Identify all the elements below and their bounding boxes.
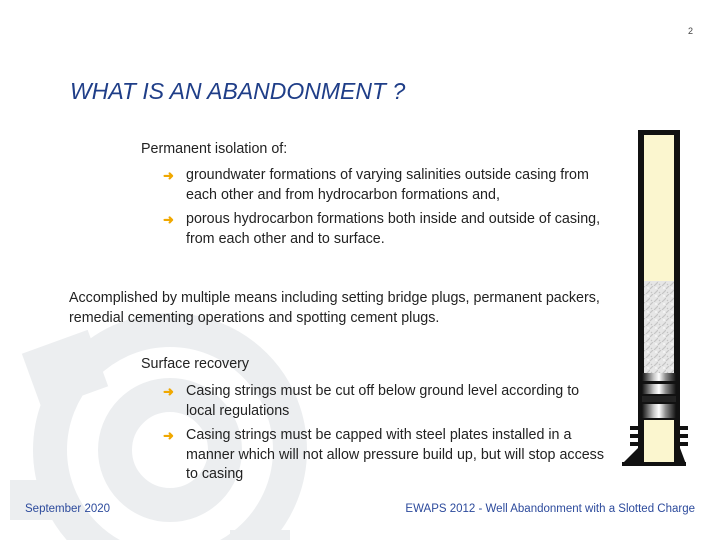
isolation-heading: Permanent isolation of: xyxy=(141,141,288,157)
footer-caption: EWAPS 2012 - Well Abandonment with a Slotted Charge xyxy=(405,503,695,515)
accomplished-paragraph: Accomplished by multiple means including setting bridge plugs, permanent packers, remedial cementing operations and spotting cement plugs. xyxy=(69,290,600,326)
casing-fluid-upper xyxy=(644,135,674,281)
arrow-right-icon: ➜ xyxy=(163,212,174,227)
list-item xyxy=(141,382,611,421)
casing-fluid-lower xyxy=(644,420,674,462)
packer-ring xyxy=(642,396,676,402)
arrow-right-icon: ➜ xyxy=(163,168,174,183)
bullet-text: porous hydrocarbon formations both inside and outside of casing, from each other and to surface. xyxy=(186,211,601,247)
packer-ring xyxy=(642,373,676,381)
well-casing-diagram xyxy=(618,126,690,472)
packer-ring xyxy=(642,404,676,418)
isolation-bullet-list xyxy=(141,166,611,254)
cement-plug xyxy=(644,281,674,373)
packer-ring xyxy=(642,384,676,394)
list-item xyxy=(141,166,611,205)
list-item xyxy=(141,210,611,249)
page-number: 2 xyxy=(687,26,693,36)
bullet-text: groundwater formations of varying salinities outside casing from each other and from hydrocarbon formations and, xyxy=(186,167,589,203)
slide-title: WHAT IS AN ABANDONMENT ? xyxy=(70,78,406,104)
arrow-right-icon: ➜ xyxy=(163,428,174,443)
list-item xyxy=(141,426,611,485)
footer-date: September 2020 xyxy=(25,503,111,515)
bullet-text: Casing strings must be cut off below ground level according to local regulations xyxy=(186,383,580,419)
recovery-bullet-list xyxy=(141,382,611,490)
recovery-heading: Surface recovery xyxy=(141,356,250,372)
arrow-right-icon: ➜ xyxy=(163,384,174,399)
bullet-text: Casing strings must be capped with steel plates installed in a manner which will not allow pressure build up, but will stop access to casing xyxy=(186,427,604,482)
